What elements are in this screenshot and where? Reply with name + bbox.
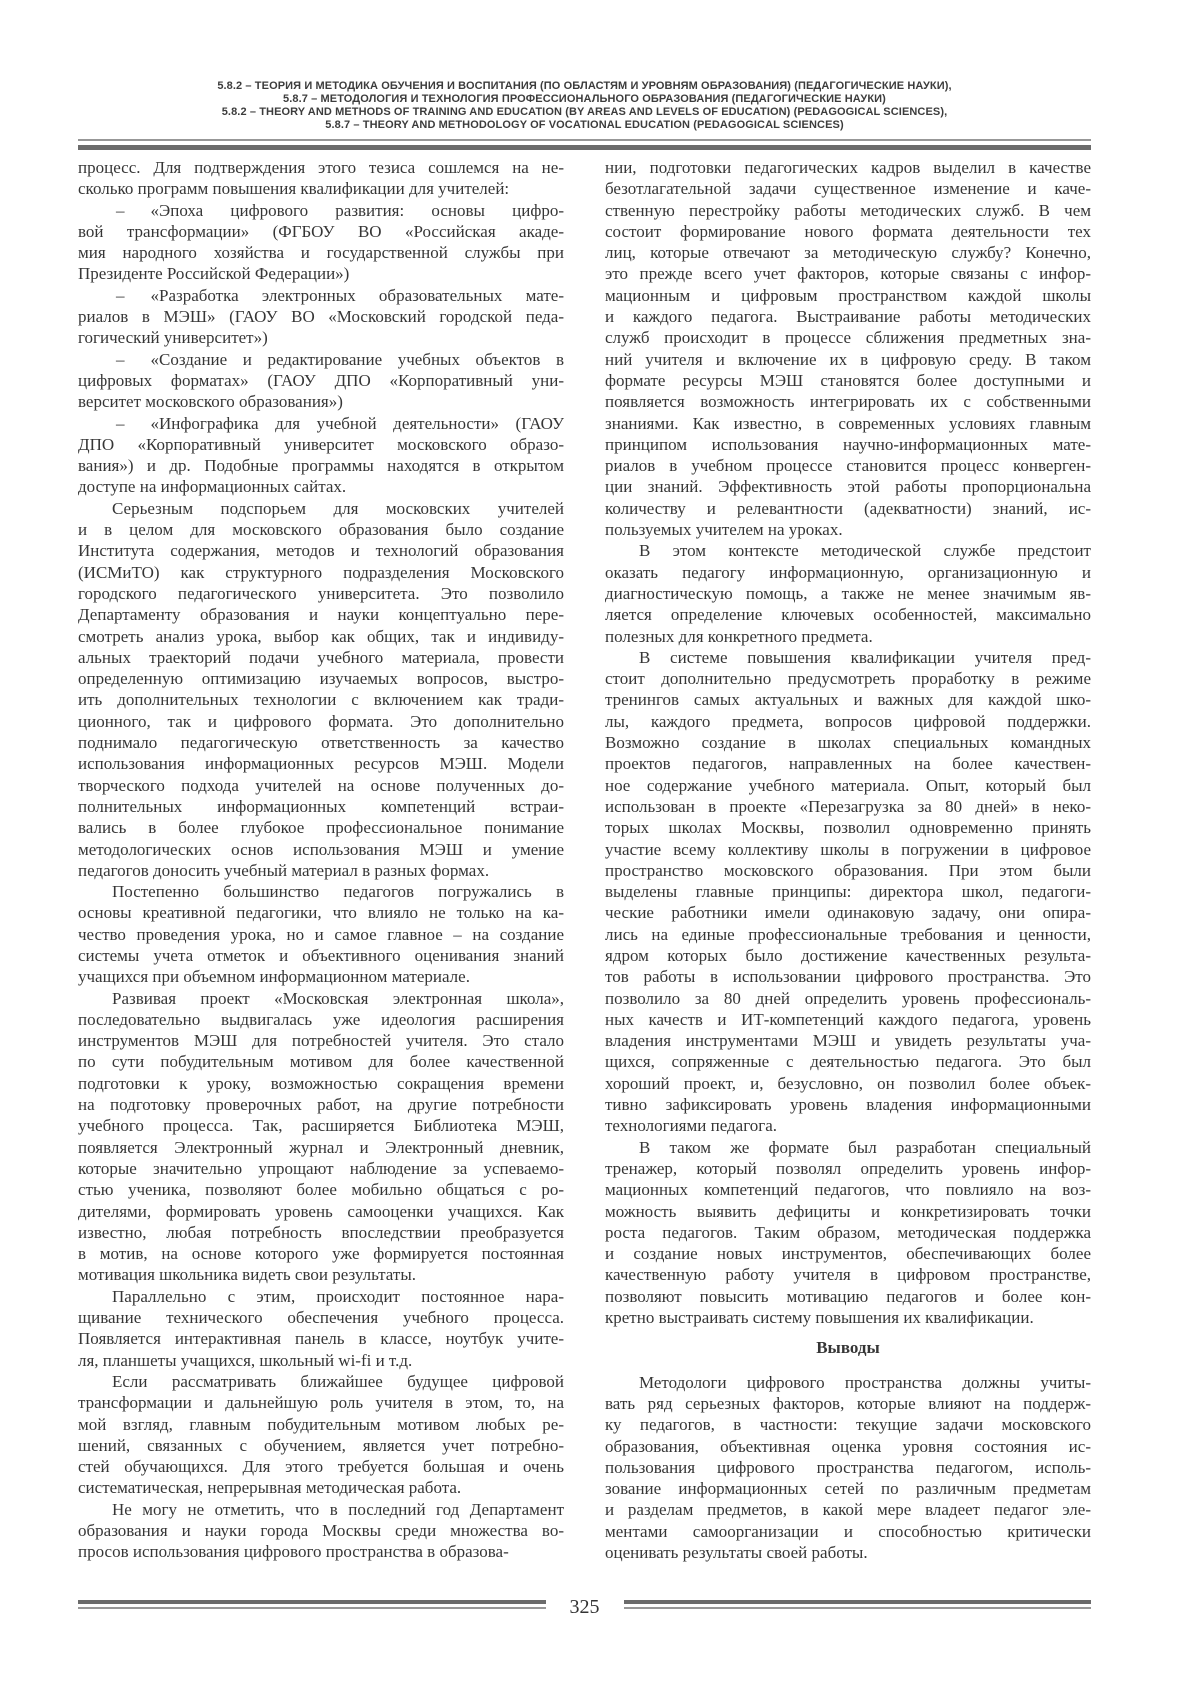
text-line: доступе на информационных сайтах. — [78, 477, 347, 497]
left-column — [78, 157, 564, 1563]
paragraph — [78, 285, 564, 349]
text-line: ляется определение ключевых особенностей, максимально — [605, 605, 1091, 625]
text-line: методологических основ использования МЭШ и умение — [78, 839, 564, 859]
text-line: количеству и релевантности (адекватности) знаний, ис- — [605, 498, 1091, 518]
text-line: учащихся при объемном информационном материале. — [78, 967, 470, 987]
text-line: щихся, сопряженные с деятельностью педагога. Это был — [605, 1052, 1091, 1072]
list-dash-marker: – — [116, 285, 125, 305]
text-line: ментами самоорганизации и способностью критически — [605, 1521, 1091, 1541]
text-line: системы учета отметок и объективного оценивания знаний — [78, 945, 564, 965]
text-line: хороший проект, и, безусловно, он позволил более объек- — [605, 1073, 1091, 1093]
text-line: состоит формирование нового формата деятельности тех — [605, 221, 1091, 241]
text-line: зование информационных сетей по различным предметам — [605, 1479, 1091, 1499]
text-line: городского педагогического университета. Это позволило — [78, 583, 564, 603]
text-line: В таком же формате был разработан специальный — [639, 1137, 1091, 1157]
paragraph — [78, 988, 564, 1286]
text-line: Возможно создание в школах специальных командных — [605, 733, 1091, 753]
two-column-body — [78, 157, 1091, 1563]
text-line: лиц, которые отвечают за методическую службу? Конечно, — [605, 243, 1091, 263]
footer-left-rules — [78, 1599, 546, 1609]
text-line: служб происходит в процессе сближения предметных зна- — [605, 328, 1091, 348]
text-line: основы креативной педагогики, что влияло не только на ка- — [78, 903, 564, 923]
text-line: стью ученика, позволяют более мобильно общаться с ро- — [78, 1180, 564, 1200]
text-line: гогический университет») — [78, 328, 268, 348]
text-line: по сути побудительным мотивом для более качественной — [78, 1052, 564, 1072]
paragraph — [78, 413, 564, 498]
text-line: Серьезным подспорьем для московских учителей — [112, 498, 564, 518]
text-line: оказать педагогу информационную, организационную и — [605, 562, 1091, 582]
header-divider — [78, 139, 1091, 150]
text-line: участие всему коллективу школы в погружении в цифровое — [605, 839, 1091, 859]
text-line: педагогов доносить учебный материал в разных формах. — [78, 860, 490, 880]
text-line: Института содержания, методов и технологий образования — [78, 541, 564, 561]
text-line: Развивая проект «Московская электронная школа», — [112, 988, 564, 1008]
text-line: мационным и цифровым пространством каждой школы — [605, 285, 1091, 305]
text-line: Президенте Российской Федерации») — [78, 264, 350, 284]
text-line: ческие работники имели одинаковую задачу, они опира- — [605, 903, 1091, 923]
text-line: ля, планшеты учащихся, школьный wi-fi и т.д. — [78, 1350, 413, 1370]
text-line: Параллельно с этим, происходит постоянное нара- — [112, 1286, 564, 1306]
footer-thin-rule — [78, 1607, 546, 1609]
text-line: просов использования цифрового пространства в образова- — [78, 1542, 509, 1562]
page-footer — [78, 1596, 1091, 1618]
text-line: в мотив, на основе которого уже формируется постоянная — [78, 1244, 564, 1264]
text-line: Постепенно большинство педагогов погружались в — [112, 882, 564, 902]
text-line: риалов в учебном процессе становится процесс конверген- — [605, 456, 1091, 476]
paragraph — [605, 1372, 1091, 1564]
text-line: смотреть анализ урока, выбор как общих, так и индивиду- — [78, 626, 564, 646]
text-line: ить дополнительных технологии с включением как тради- — [78, 690, 564, 710]
text-line: вать ряд серьезных факторов, которые влияют на поддерж- — [605, 1393, 1091, 1413]
footer-thin-rule — [624, 1607, 1092, 1609]
paragraph — [78, 1286, 564, 1371]
footer-right-rules — [624, 1599, 1092, 1609]
text-line: торых школах Москвы, позволил одновременно принять — [605, 818, 1091, 838]
text-line: определенную оптимизацию изучаемых вопросов, выстро- — [78, 669, 564, 689]
text-line: пользования цифрового пространства педагогом, исполь- — [605, 1457, 1091, 1477]
paragraph — [78, 1371, 564, 1499]
text-line: Департаменту образования и науки концептуально пере- — [78, 605, 564, 625]
text-line: ственную перестройку работы методических служб. В чем — [605, 200, 1091, 220]
text-line: мотивация школьника видеть свои результаты. — [78, 1265, 417, 1285]
text-line: на подготовку проверочных работ, на другие потребности — [78, 1095, 564, 1115]
text-line: ции знаний. Эффективность этой работы пропорциональна — [605, 477, 1091, 497]
text-line: ное содержание учебного материала. Опыт, который был — [605, 775, 1091, 795]
text-line: подготовки к уроку, возможностью сокращения времени — [78, 1073, 564, 1093]
text-line: знаниями. Как известно, в современных условиях главным — [605, 413, 1091, 433]
text-line: верситет московского образования») — [78, 392, 343, 412]
running-head-line: 5.8.2 – THEORY AND METHODS OF TRAINING AND EDUCATION (BY AREAS AND LEVELS OF EDUCATION) (PEDAGOGICAL SCIENCES), — [221, 106, 948, 118]
text-line: и создание новых инструментов, обеспечивающих более — [605, 1244, 1091, 1264]
text-line: принципом использования научно-информационных мате- — [605, 434, 1091, 454]
text-line: и каждого педагога. Выстраивание работы методических — [605, 307, 1091, 327]
running-head-line: 5.8.7 – THEORY AND METHODOLOGY OF VOCATIONAL EDUCATION (PEDAGOGICAL SCIENCES) — [325, 119, 844, 131]
text-line: ку педагогов, в частности: текущие задачи московского — [605, 1415, 1091, 1435]
paragraph — [605, 540, 1091, 646]
text-line: владения инструментами МЭШ и увидеть результаты уча- — [605, 1031, 1091, 1051]
text-line: использован в проекте «Перезагрузка за 80 дней» в неко- — [605, 796, 1091, 816]
text-line: творческого подхода учителей на основе полученных до- — [78, 775, 564, 795]
text-line: вой трансформации» (ФГБОУ ВО «Российская акаде- — [78, 221, 564, 241]
paragraph — [605, 157, 1091, 540]
text-line: тренажер, который позволял определить уровень инфор- — [605, 1158, 1091, 1178]
text-line: – «Инфографика для учебной деятельности» (ГАОУ — [116, 413, 564, 433]
text-line: и разделам предметов, в какой мере владеет педагог эле- — [605, 1500, 1091, 1520]
paragraph — [78, 1499, 564, 1563]
text-line: ДПО «Корпоративный университет московского образо- — [78, 434, 564, 454]
paragraph — [78, 881, 564, 987]
right-column — [605, 157, 1091, 1563]
text-line: вались в более глубокое профессиональное понимание — [78, 818, 564, 838]
text-line: мой взгляд, главным побудительным мотивом любых ре- — [78, 1414, 564, 1434]
text-line: качественную работу учителя в цифровом пространстве, — [605, 1265, 1091, 1285]
text-line: ционного, так и цифрового формата. Это дополнительно — [78, 711, 564, 731]
text-line: Не могу не отметить, что в последний год Департамент — [112, 1499, 564, 1519]
text-line: известно, любая потребность впоследствии преобразуется — [78, 1222, 564, 1242]
text-line: и в целом для московского образования было создание — [78, 520, 564, 540]
text-line: систематическая, непрерывная методическая работа. — [78, 1478, 462, 1498]
paragraph — [78, 349, 564, 413]
text-line: ний учителя и включение их в цифровую среду. В таком — [605, 349, 1091, 369]
text-line: щивание технического обеспечения учебного процесса. — [78, 1308, 564, 1328]
text-line: альных траекторий подачи учебного материала, провести — [78, 647, 564, 667]
text-line: поднимало педагогическую ответственность за качество — [78, 733, 564, 753]
text-line: технологиями педагога. — [605, 1116, 778, 1136]
text-line: мационных компетенций педагогов, что повлияло на воз- — [605, 1180, 1091, 1200]
text-line: образования, объективная оценка уровня состояния ис- — [605, 1436, 1091, 1456]
text-line: диагностическую помощь, а также не менее значимым яв- — [605, 583, 1091, 603]
text-line: вания») и др. Подобные программы находятся в открытом — [78, 456, 564, 476]
divider-thick-rule — [78, 145, 1091, 150]
paragraph — [78, 498, 564, 881]
text-line: чество проведения урока, но и самое главное – на создание — [78, 924, 564, 944]
text-line: – «Эпоха цифрового развития: основы цифро- — [116, 200, 564, 220]
text-line: пространство московского образования. При этом были — [605, 860, 1091, 880]
text-line: – «Создание и редактирование учебных объектов в — [116, 349, 564, 369]
text-line: оценивать результаты своей работы. — [605, 1543, 868, 1562]
text-line: риалов в МЭШ» (ГАОУ ВО «Московский городской педа- — [78, 307, 564, 327]
text-line: использования информационных ресурсов МЭШ. Модели — [78, 754, 564, 774]
text-line: последовательно выдвигалась уже идеология расширения — [78, 1009, 564, 1029]
section-heading: Выводы — [816, 1338, 880, 1358]
text-line: инструментов МЭШ для потребностей учителя. Это стало — [78, 1031, 564, 1051]
footer-thick-rule — [78, 1600, 546, 1604]
text-line: кретно выстраивать систему повышения их квалификации. — [605, 1308, 1034, 1328]
text-line: безотлагательной задачи существенное изменение и каче- — [605, 179, 1091, 199]
paragraph — [605, 647, 1091, 1137]
text-line: позволило за 80 дней определить уровень профессиональ- — [605, 988, 1091, 1008]
running-head-line: 5.8.2 – ТЕОРИЯ И МЕТОДИКА ОБУЧЕНИЯ И ВОСПИТАНИЯ (ПО ОБЛАСТЯМ И УРОВНЯМ ОБРАЗОВАНИЯ) (ПЕДАГОГИЧЕСКИЕ НАУКИ), — [217, 80, 952, 92]
paragraph — [78, 157, 564, 200]
text-line: роста педагогов. Таким образом, методическая поддержка — [605, 1222, 1091, 1242]
text-line: В этом контексте методической службе предстоит — [639, 541, 1091, 561]
text-line: ных качеств и ИТ-компетенций каждого педагога, уровень — [605, 1009, 1091, 1029]
text-line: тренингов самых актуальных и важных для каждой шко- — [605, 690, 1091, 710]
text-line: можность выявить дефициты и конкретизировать точки — [605, 1201, 1091, 1221]
text-line: полнительных информационных компетенций встраи- — [78, 796, 564, 816]
running-head — [78, 80, 1091, 132]
text-line: полезных для конкретного предмета. — [605, 626, 873, 646]
text-line: нии, подготовки педагогических кадров выделил в качестве — [605, 158, 1091, 177]
text-line: позволяют повысить мотивацию педагогов и более кон- — [605, 1286, 1091, 1306]
text-line: выделены главные принципы: директора школ, педагоги- — [605, 882, 1091, 902]
text-line: появляется Электронный журнал и Электронный дневник, — [78, 1137, 564, 1157]
text-line: это прежде всего учет факторов, которые связаны с инфор- — [605, 264, 1091, 284]
page-number: 325 — [569, 1596, 600, 1618]
text-line: процесс. Для подтверждения этого тезиса сошлемся на не- — [78, 158, 564, 177]
text-line: дителями, формировать уровень самооценки учащихся. Как — [78, 1201, 564, 1221]
text-line: сколько программ повышения квалификации для учителей: — [78, 179, 510, 199]
text-line: ядром которых было достижение качественных результа- — [605, 945, 1091, 965]
text-line: тивно зафиксировать уровень владения информационными — [605, 1095, 1091, 1115]
footer-thick-rule — [624, 1600, 1092, 1604]
text-line: Если рассматривать ближайшее будущее цифровой — [112, 1371, 564, 1391]
running-head-line: 5.8.7 – МЕТОДОЛОГИЯ И ТЕХНОЛОГИЯ ПРОФЕССИОНАЛЬНОГО ОБРАЗОВАНИЯ (ПЕДАГОГИЧЕСКИЕ НАУКИ) — [283, 93, 886, 105]
text-line: проектов педагогов, направленных на более качествен- — [605, 754, 1091, 774]
paragraph — [78, 200, 564, 285]
text-line: цифровых форматах» (ГАОУ ДПО «Корпоративный уни- — [78, 370, 564, 390]
list-dash-marker: – — [116, 349, 125, 369]
text-line: лы, каждого предмета, вопросов цифровой поддержки. — [605, 711, 1091, 731]
text-line: мия народного хозяйства и государственной службы при — [78, 243, 564, 263]
text-line: стей обучающихся. Для этого требуется большая и очень — [78, 1457, 564, 1477]
text-line: лись на единые профессиональные требования и ценности, — [605, 924, 1091, 944]
text-line: Методологи цифрового пространства должны учиты- — [639, 1372, 1091, 1392]
text-line: стоит дополнительно предусмотреть проработку в режиме — [605, 669, 1091, 689]
divider-thin-rule — [78, 139, 1091, 141]
text-line: В системе повышения квалификации учителя пред- — [639, 647, 1091, 667]
text-line: – «Разработка электронных образовательных мате- — [116, 285, 564, 305]
text-line: (ИСМиТО) как структурного подразделения Московского — [78, 562, 564, 582]
paragraph — [605, 1137, 1091, 1329]
text-line: тов работы в использовании цифрового пространства. Это — [605, 967, 1091, 987]
list-dash-marker: – — [116, 200, 125, 220]
text-line: пользуемых учителем на уроках. — [605, 520, 843, 540]
text-line: формате ресурсы МЭШ становятся более доступными и — [605, 370, 1091, 390]
text-line: трансформации и дальнейшую роль учителя в этом, то, на — [78, 1393, 564, 1413]
text-line: которые значительно упрощают наблюдение за успеваемо- — [78, 1158, 564, 1178]
text-line: образования и науки города Москвы среди множества во- — [78, 1521, 564, 1540]
text-line: шений, связанных с обучением, является учет потребно- — [78, 1435, 564, 1455]
text-line: появляется возможность интегрировать их с собственными — [605, 392, 1091, 412]
list-dash-marker: – — [116, 413, 125, 433]
text-line: учебного процесса. Так, расширяется Библиотека МЭШ, — [78, 1116, 564, 1136]
text-line: Появляется интерактивная панель в классе, ноутбук учите- — [78, 1329, 564, 1349]
